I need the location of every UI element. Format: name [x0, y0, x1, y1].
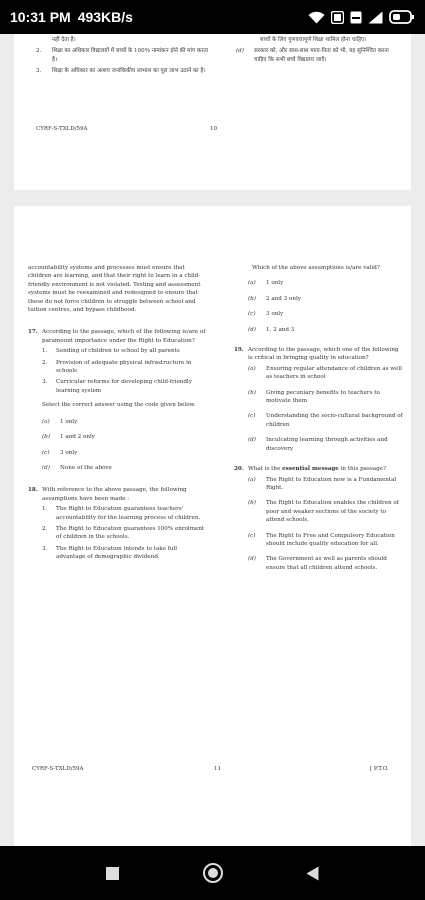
page10-left-column	[36, 36, 214, 79]
answer-option: (b) 2 and 3 only	[248, 295, 301, 302]
list-item: नहीं देता है।	[52, 37, 76, 43]
answer-option: (a) 1 only	[248, 280, 284, 287]
instruction-text: Select the correct answer using the code given below.	[42, 402, 196, 409]
statement: 3. Curricular reforms for developing child-friendly learning system	[42, 379, 192, 394]
wifi-icon	[308, 11, 325, 24]
answer-option: (c) Understanding the socio-cultural background of children	[248, 413, 403, 428]
page11-left-column	[28, 264, 208, 565]
signal-icon	[368, 11, 383, 24]
answer-option: (a) Ensuring regular attendance of children as well as teachers in school	[248, 365, 402, 381]
navigation-bar	[0, 846, 425, 900]
page11-pto: [ P.T.O.	[370, 766, 389, 772]
status-icons	[308, 10, 415, 24]
volte-icon	[350, 11, 362, 24]
home-icon	[202, 862, 224, 884]
answer-option: (d) Inculcating learning through activities and discovery	[248, 437, 388, 452]
answer-option: (d) The Government as well as parents should ensure that all children attend schools.	[248, 556, 387, 571]
battery-icon	[389, 10, 415, 24]
question-18: 18. With reference to the above passage, the following assumptions have been made :	[28, 487, 187, 502]
page11-page-number: 11	[214, 766, 221, 772]
question-19: 19. According to the passage, which one of the following is critical in bringing quality in education?	[234, 347, 399, 362]
answer-option: (d) सरकार को, और साथ-साथ माता-पिता को भी, यह सुनिश्चित करना चाहिए कि सभी बच्चे विद्यालय जाएँ।	[236, 48, 389, 63]
recents-button[interactable]	[101, 861, 125, 885]
page10-right-column	[236, 36, 401, 71]
page10-page-number: 10	[210, 126, 217, 132]
list-item: 2. शिक्षा का अधिकार विद्यालयों में बच्चों के 100% नामांकन होने की मांग करता है।	[36, 48, 209, 63]
answer-option: (b) 1 and 2 only	[42, 434, 95, 441]
question-20: 20. What is the essential message in this passage?	[234, 466, 386, 473]
status-time: 10:31 PM	[10, 9, 71, 25]
network-speed: 493KB/s	[77, 9, 133, 25]
recents-icon	[106, 867, 119, 880]
text-paragraph: बच्चों के लिए गुणवत्तापूर्ण शिक्षा शामिल होना चाहिए।	[260, 37, 367, 43]
statement: 1. The Right to Education guarantees teachers' accountability for the learning process of children.	[42, 506, 201, 521]
statement: 1. Sending of children to school by all parents	[42, 348, 180, 355]
statement: 2. The Right to Education guarantees 100% enrolment of children in the schools.	[42, 525, 205, 541]
answer-option: (a) The Right to Education now is a Fundamental Right.	[248, 476, 397, 491]
statement: 3. The Right to Education intends to take full advantage of demographic dividend.	[42, 545, 178, 561]
question-18-prompt: Which of the above assumptions is/are valid?	[252, 265, 380, 271]
back-icon	[306, 866, 319, 881]
pdf-page-12	[14, 814, 411, 846]
question-17: 17. According to the passage, which of the following is/are of paramount importance under the Right to Education?	[28, 329, 206, 344]
list-item: 3. शिक्षा के अधिकार का आशय जनांकिकीय लाभांश का पूरा लाभ उठाने का है।	[36, 68, 206, 75]
pdf-page-11	[14, 206, 411, 826]
answer-option: (c) The Right to Free and Compulsory Education should include quality education for all.	[248, 532, 395, 547]
answer-option: (a) 1 only	[42, 418, 78, 425]
page10-footer-code: CYRF-S-TXLD/59A	[36, 126, 88, 132]
answer-option: (b) Giving pecuniary benefits to teachers to motivate them	[248, 389, 380, 405]
answer-option: (d) 1, 2 and 3	[248, 326, 295, 333]
pdf-page-10	[14, 34, 411, 190]
answer-option: (c) 3 only	[42, 449, 78, 456]
back-button[interactable]	[301, 861, 325, 885]
app-notification-icon	[331, 11, 344, 24]
answer-option: (b) The Right to Education enables the children of poor and weaker sections of the society to attend schools.	[248, 500, 399, 524]
answer-option: (d) None of the above	[42, 464, 112, 471]
page11-footer-code: CYRF-S-TXLD/59A	[32, 766, 84, 772]
home-button[interactable]	[201, 861, 225, 885]
answer-option: (c) 3 only	[248, 311, 284, 318]
status-bar	[0, 0, 425, 34]
page11-right-column	[234, 264, 404, 579]
passage-text: accountability systems and processes must ensure that children are learning, and that their right to learn in a child-friendly environment is not violated. Testing and assessment systems must be reexamined and redesigned to ensure that these do not force children to struggle between school and tuition centres, and bypass childhood.	[28, 265, 201, 314]
statement: 2. Provision of adequate physical infrastructure in schools	[42, 359, 192, 375]
pdf-viewer[interactable]	[0, 34, 425, 846]
